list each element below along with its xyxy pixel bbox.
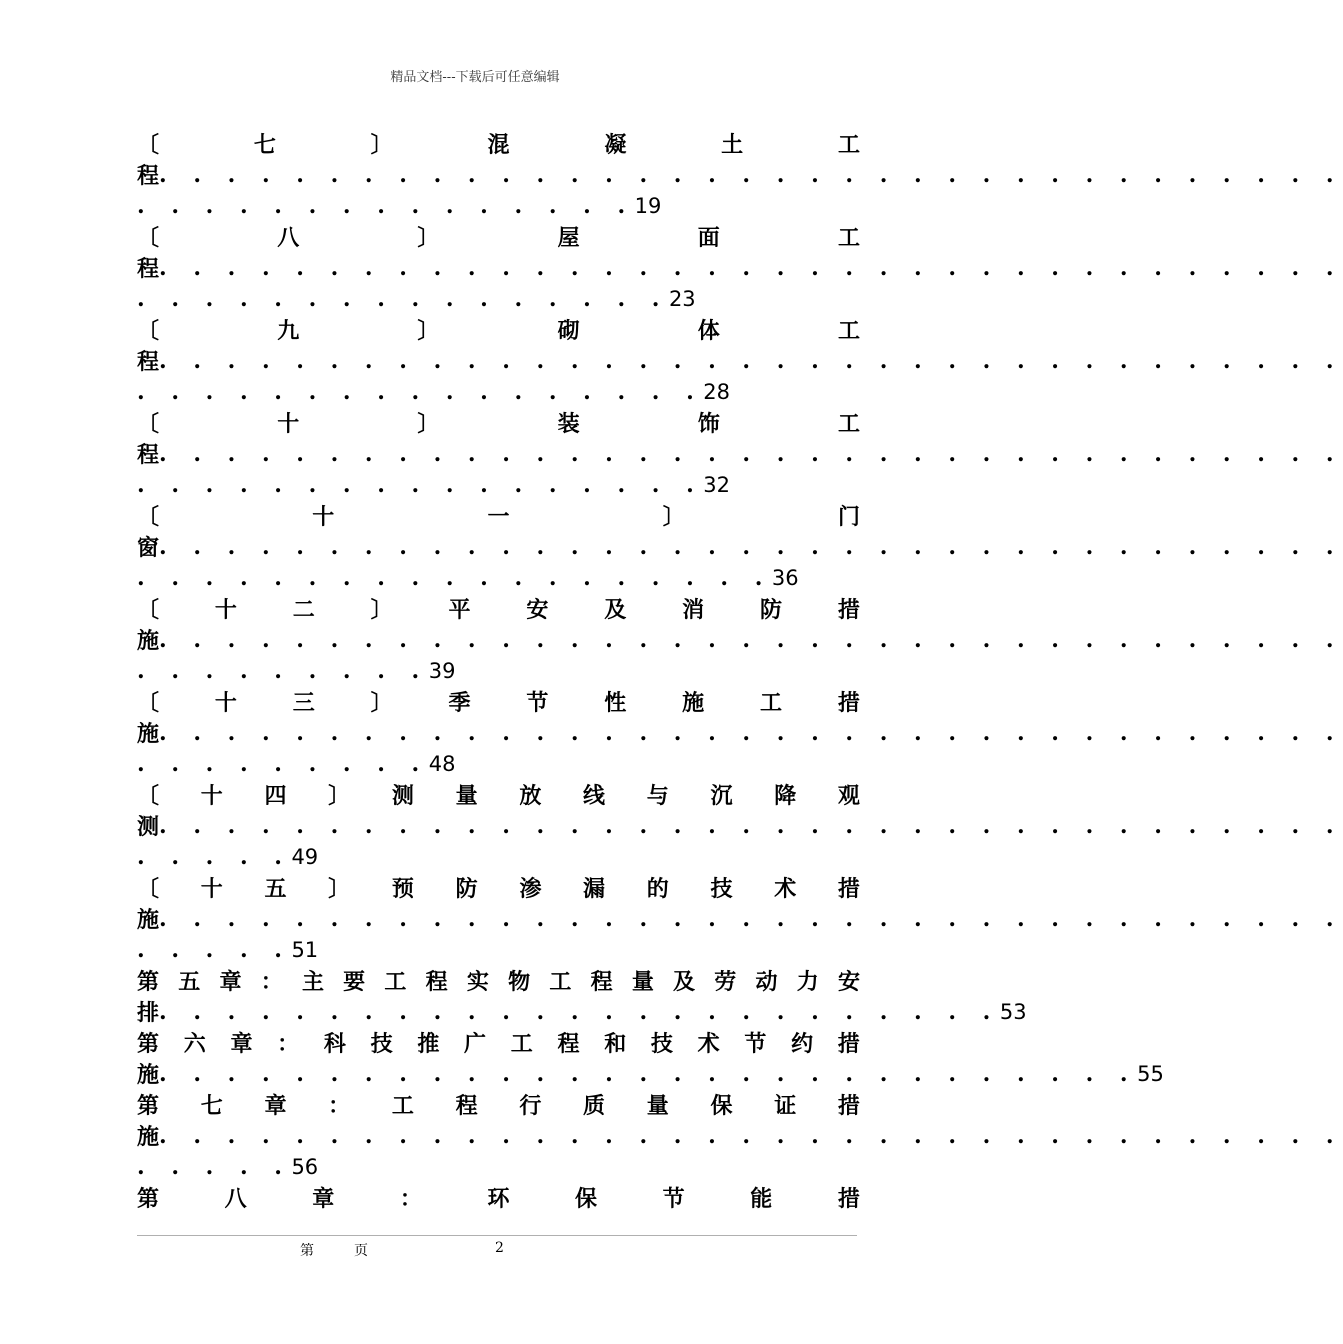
toc-entry-leader (137, 345, 1343, 376)
toc-heading-char: 平 (448, 597, 471, 623)
leader-dots: . . . . . . . . . . . . . . . . . . . . . . . . . . . . . . . . . . . (159, 533, 1343, 560)
toc-heading-char: 及 (604, 597, 627, 623)
toc-heading-char: 〔 (137, 132, 160, 158)
toc-heading-char: 饰 (697, 411, 720, 437)
toc-entry-leader (137, 252, 1343, 283)
toc-heading-char: 量 (646, 1093, 669, 1119)
toc-heading-char: 十 (200, 876, 223, 902)
toc-page-number: 55 (1137, 1061, 1164, 1086)
leader-dots: . . . . . . . . . . . . . . . . . . . . . . . . . . . . . . . . . . . (159, 1122, 1343, 1149)
leader-dots: . . . . . . . . . (137, 750, 429, 777)
toc-entry-leader-cont (137, 562, 860, 593)
toc-entry-tail-char: 施 (137, 628, 160, 654)
toc-heading-char: 五 (178, 969, 201, 995)
toc-heading-char: 与 (646, 783, 669, 809)
toc-heading-char: 观 (837, 783, 860, 809)
toc-heading-char: 术 (774, 876, 797, 902)
toc-heading-char: 推 (417, 1031, 440, 1057)
toc-heading-char: 〔 (137, 783, 160, 809)
toc-entry-tail-char: 程 (137, 163, 160, 189)
toc-heading-char: 动 (755, 969, 778, 995)
toc-entry-tail-char: 程 (137, 256, 160, 282)
toc-heading-char: ： (260, 969, 283, 995)
toc-heading-char: 〔 (137, 318, 160, 344)
toc-heading-char: 〕 (662, 504, 685, 530)
footer-label-ye: 页 (354, 1243, 368, 1259)
toc-heading-char: 证 (774, 1093, 797, 1119)
toc-heading-char: 技 (650, 1031, 673, 1057)
toc-entry-leader (137, 996, 1027, 1027)
toc-page-number: 56 (291, 1154, 319, 1179)
leader-dots: . . . . . . . . . . . . . . . . . . . . . . . . . (159, 998, 1000, 1025)
leader-dots: . . . . . . . . . . . . . . . . . . . . . . . . . . . . . . . . . . . (159, 440, 1343, 467)
toc-entry-tail-char: 施 (137, 1062, 160, 1088)
toc-heading-char: 砌 (557, 318, 580, 344)
toc-heading-char: 广 (464, 1031, 487, 1057)
toc-heading-char: 面 (697, 225, 720, 251)
toc-heading-char: 程 (425, 969, 448, 995)
toc-heading-char: 装 (557, 411, 580, 437)
toc-page-number: 19 (634, 193, 662, 218)
toc-heading-char: 三 (292, 690, 315, 716)
toc-heading-char: 术 (697, 1031, 720, 1057)
toc-heading-char: 十 (200, 783, 223, 809)
toc-entry-tail-char: 施 (137, 721, 160, 747)
toc-heading-char: 〕 (328, 783, 351, 809)
toc-entry-tail-char: 程 (137, 349, 160, 375)
leader-dots: . . . . . . . . . . . . . . . . . . . . . . . . . . . . . . . . . . . (159, 905, 1343, 932)
toc-heading-char: 〕 (417, 225, 440, 251)
toc-heading-char: 漏 (583, 876, 606, 902)
toc-page-number: 48 (428, 751, 456, 776)
toc-heading-char: 消 (682, 597, 705, 623)
toc-heading-char: 降 (774, 783, 797, 809)
leader-dots: . . . . . . . . . . . . . . . . . . . . . . . . . . . . . . . . . . . (159, 347, 1343, 374)
toc-entry-tail-char: 施 (137, 1124, 160, 1150)
toc-heading-char: 预 (391, 876, 414, 902)
toc-entry-leader (137, 438, 1343, 469)
toc-heading-char: 第 (137, 1031, 160, 1057)
toc-page-number: 51 (291, 937, 319, 962)
toc-entry-leader (137, 810, 1343, 841)
leader-dots: . . . . . . . . . . . . . . . . . (137, 471, 704, 498)
toc-entry-leader-cont (137, 190, 860, 221)
toc-entry-leader (137, 903, 1343, 934)
toc-heading-char: 季 (448, 690, 471, 716)
toc-heading-char: 及 (673, 969, 696, 995)
toc-entry-leader (137, 1058, 1164, 1089)
toc-page-number: 36 (771, 565, 799, 590)
toc-heading-char: 措 (837, 597, 860, 623)
toc-heading-char: 措 (837, 690, 860, 716)
toc-heading-char: 第 (137, 1186, 160, 1212)
toc-heading-char: 九 (277, 318, 300, 344)
toc-heading-char: 四 (264, 783, 287, 809)
leader-dots: . . . . . (137, 843, 292, 870)
toc-heading-char: 措 (837, 1031, 860, 1057)
toc-page-number: 32 (703, 472, 730, 497)
toc-heading-char: 章 (264, 1093, 287, 1119)
leader-dots: . . . . . (137, 936, 292, 963)
toc-entry-heading[interactable] (137, 128, 860, 159)
leader-dots: . . . . . . . . . . . . . . . . . . . . . . . . . . . . . . . . . . . (159, 161, 1343, 188)
toc-heading-char: 二 (292, 597, 315, 623)
footer-label-di: 第 (300, 1243, 314, 1259)
toc-heading-char: 要 (343, 969, 366, 995)
toc-heading-char: 实 (466, 969, 489, 995)
toc-heading-char: 屋 (557, 225, 580, 251)
toc-heading-char: 劳 (714, 969, 737, 995)
toc-heading-char: 八 (224, 1186, 247, 1212)
leader-dots: . . . . . . . . . . . . . . . . . . . . . . . . . . . . . . . . . . . (159, 719, 1343, 746)
toc-heading-char: 工 (391, 1093, 414, 1119)
leader-dots: . . . . . . . . . . . . . . . . . (137, 378, 704, 405)
toc-heading-char: 措 (837, 1093, 860, 1119)
toc-entry-leader-cont (137, 376, 860, 407)
leader-dots: . . . . . . . . . . . . . . . (137, 192, 635, 219)
page-header: 精品文档---下载后可任意编辑 (390, 70, 560, 85)
toc-entry-heading[interactable] (137, 872, 860, 903)
toc-heading-char: 环 (487, 1186, 510, 1212)
toc-heading-char: 量 (631, 969, 654, 995)
toc-heading-char: 安 (837, 969, 860, 995)
toc-heading-char: 防 (455, 876, 478, 902)
toc-heading-char: 线 (583, 783, 606, 809)
toc-entry-tail-char: 排 (137, 1000, 160, 1026)
toc-page-number: 49 (291, 844, 319, 869)
toc-heading-char: 〕 (417, 318, 440, 344)
toc-entry-heading[interactable] (137, 1089, 860, 1120)
toc-heading-char: 节 (662, 1186, 685, 1212)
leader-dots: . . . . . . . . . . . . . . . . . . . . . . . . . . . . . . . . . . . (159, 254, 1343, 281)
table-of-contents (137, 128, 1343, 1213)
leader-dots: . . . . . . . . . . . . . . . . . . . . . . . . . . . . . . . . . . . (159, 626, 1343, 653)
toc-heading-char: 五 (264, 876, 287, 902)
toc-entry-tail-char: 窗 (137, 535, 160, 561)
toc-heading-char: 土 (721, 132, 744, 158)
toc-heading-char: 量 (455, 783, 478, 809)
toc-heading-char: 工 (549, 969, 572, 995)
toc-entry-tail-char: 施 (137, 907, 160, 933)
toc-heading-char: 八 (277, 225, 300, 251)
toc-page-number: 23 (668, 286, 696, 311)
toc-heading-char: 凝 (604, 132, 627, 158)
toc-heading-char: 约 (791, 1031, 814, 1057)
toc-heading-char: 力 (796, 969, 819, 995)
toc-heading-char: 技 (710, 876, 733, 902)
toc-entry-heading[interactable] (137, 221, 860, 252)
toc-heading-char: 节 (744, 1031, 767, 1057)
leader-dots: . . . . . . . . . . . . . . . . . . . (137, 564, 772, 591)
toc-heading-char: 〔 (137, 597, 160, 623)
toc-heading-char: 程 (455, 1093, 478, 1119)
toc-entry-heading[interactable] (137, 686, 860, 717)
toc-heading-char: 〕 (417, 411, 440, 437)
toc-heading-char: 〕 (370, 690, 393, 716)
toc-entry-leader-cont (137, 283, 860, 314)
toc-heading-char: 行 (519, 1093, 542, 1119)
toc-heading-char: 〔 (137, 411, 160, 437)
toc-heading-char: 〕 (370, 132, 393, 158)
footer-divider (137, 1235, 857, 1236)
toc-heading-char: 的 (646, 876, 669, 902)
toc-heading-char: 工 (384, 969, 407, 995)
toc-page-number: 53 (999, 999, 1027, 1024)
toc-heading-char: 沉 (710, 783, 733, 809)
toc-heading-char: 十 (214, 690, 237, 716)
toc-heading-char: 〔 (137, 690, 160, 716)
toc-heading-char: 和 (604, 1031, 627, 1057)
footer-page-number: 2 (495, 1240, 504, 1256)
toc-entry-leader-cont (137, 469, 860, 500)
toc-heading-char: 防 (760, 597, 783, 623)
toc-heading-char: 渗 (519, 876, 542, 902)
toc-heading-char: 十 (312, 504, 335, 530)
toc-entry-leader-cont (137, 1151, 860, 1182)
toc-heading-char: 程 (557, 1031, 580, 1057)
toc-entry-heading[interactable] (137, 407, 860, 438)
toc-heading-char: 安 (526, 597, 549, 623)
toc-heading-char: 〔 (137, 504, 160, 530)
leader-dots: . . . . . . . . . . . . . . . . . . . . . . . . . . . . . (159, 1060, 1138, 1087)
toc-heading-char: 技 (370, 1031, 393, 1057)
leader-dots: . . . . . . . . . (137, 657, 429, 684)
toc-entry-leader-cont (137, 934, 860, 965)
toc-heading-char: 工 (837, 225, 860, 251)
toc-heading-char: 能 (750, 1186, 773, 1212)
toc-heading-char: ： (277, 1031, 300, 1057)
leader-dots: . . . . . . . . . . . . . . . . (137, 285, 669, 312)
toc-heading-char: 七 (253, 132, 276, 158)
toc-heading-char: 七 (200, 1093, 223, 1119)
toc-heading-char: 〕 (328, 876, 351, 902)
toc-heading-char: 一 (487, 504, 510, 530)
toc-heading-char: 测 (391, 783, 414, 809)
toc-heading-char: 第 (137, 1093, 160, 1119)
toc-heading-char: ： (399, 1186, 422, 1212)
toc-entry-leader-cont (137, 748, 860, 779)
toc-entry-leader-cont (137, 655, 860, 686)
toc-heading-char: 〕 (370, 597, 393, 623)
toc-page-number: 28 (703, 379, 730, 404)
leader-dots: . . . . . (137, 1153, 292, 1180)
toc-heading-char: 第 (137, 969, 160, 995)
toc-heading-char: 程 (590, 969, 613, 995)
toc-heading-char: 措 (837, 876, 860, 902)
toc-heading-char: 十 (214, 597, 237, 623)
toc-heading-char: 混 (487, 132, 510, 158)
toc-entry-heading[interactable] (137, 779, 860, 810)
toc-heading-char: 六 (183, 1031, 206, 1057)
toc-heading-char: 章 (230, 1031, 253, 1057)
toc-entry-tail-char: 测 (137, 814, 160, 840)
toc-heading-char: 性 (604, 690, 627, 716)
toc-entry-heading[interactable] (137, 500, 860, 531)
toc-heading-char: 工 (837, 132, 860, 158)
toc-entry-leader (137, 531, 1343, 562)
toc-heading-char: 十 (277, 411, 300, 437)
toc-heading-char: 主 (301, 969, 324, 995)
toc-heading-char: 工 (837, 411, 860, 437)
toc-entry-leader (137, 1120, 1343, 1151)
toc-heading-char: 工 (837, 318, 860, 344)
toc-heading-char: 物 (508, 969, 531, 995)
toc-heading-char: 保 (575, 1186, 598, 1212)
toc-entry-heading[interactable] (137, 593, 860, 624)
toc-heading-char: 章 (312, 1186, 335, 1212)
toc-heading-char: 施 (682, 690, 705, 716)
toc-entry-heading[interactable] (137, 965, 860, 996)
toc-heading-char: 工 (760, 690, 783, 716)
toc-heading-char: 体 (697, 318, 720, 344)
toc-entry-leader (137, 624, 1343, 655)
leader-dots: . . . . . . . . . . . . . . . . . . . . . . . . . . . . . . . . . . . (159, 812, 1343, 839)
toc-heading-char: 〔 (137, 225, 160, 251)
toc-heading-char: 节 (526, 690, 549, 716)
toc-entry-tail-char: 程 (137, 442, 160, 468)
toc-heading-char: 工 (510, 1031, 533, 1057)
toc-entry-leader (137, 717, 1343, 748)
toc-entry-heading[interactable] (137, 1027, 860, 1058)
toc-heading-char: 放 (519, 783, 542, 809)
toc-heading-char: 门 (837, 504, 860, 530)
toc-heading-char: 质 (583, 1093, 606, 1119)
toc-heading-char: 措 (837, 1186, 860, 1212)
toc-entry-leader-cont (137, 841, 860, 872)
toc-heading-char: 保 (710, 1093, 733, 1119)
toc-entry-leader (137, 159, 1343, 190)
toc-entry-heading[interactable] (137, 314, 860, 345)
toc-heading-char: 〔 (137, 876, 160, 902)
toc-page-number: 39 (428, 658, 456, 683)
toc-heading-char: 科 (323, 1031, 346, 1057)
toc-heading-char: ： (328, 1093, 351, 1119)
toc-heading-char: 章 (219, 969, 242, 995)
toc-entry-heading[interactable] (137, 1182, 860, 1213)
